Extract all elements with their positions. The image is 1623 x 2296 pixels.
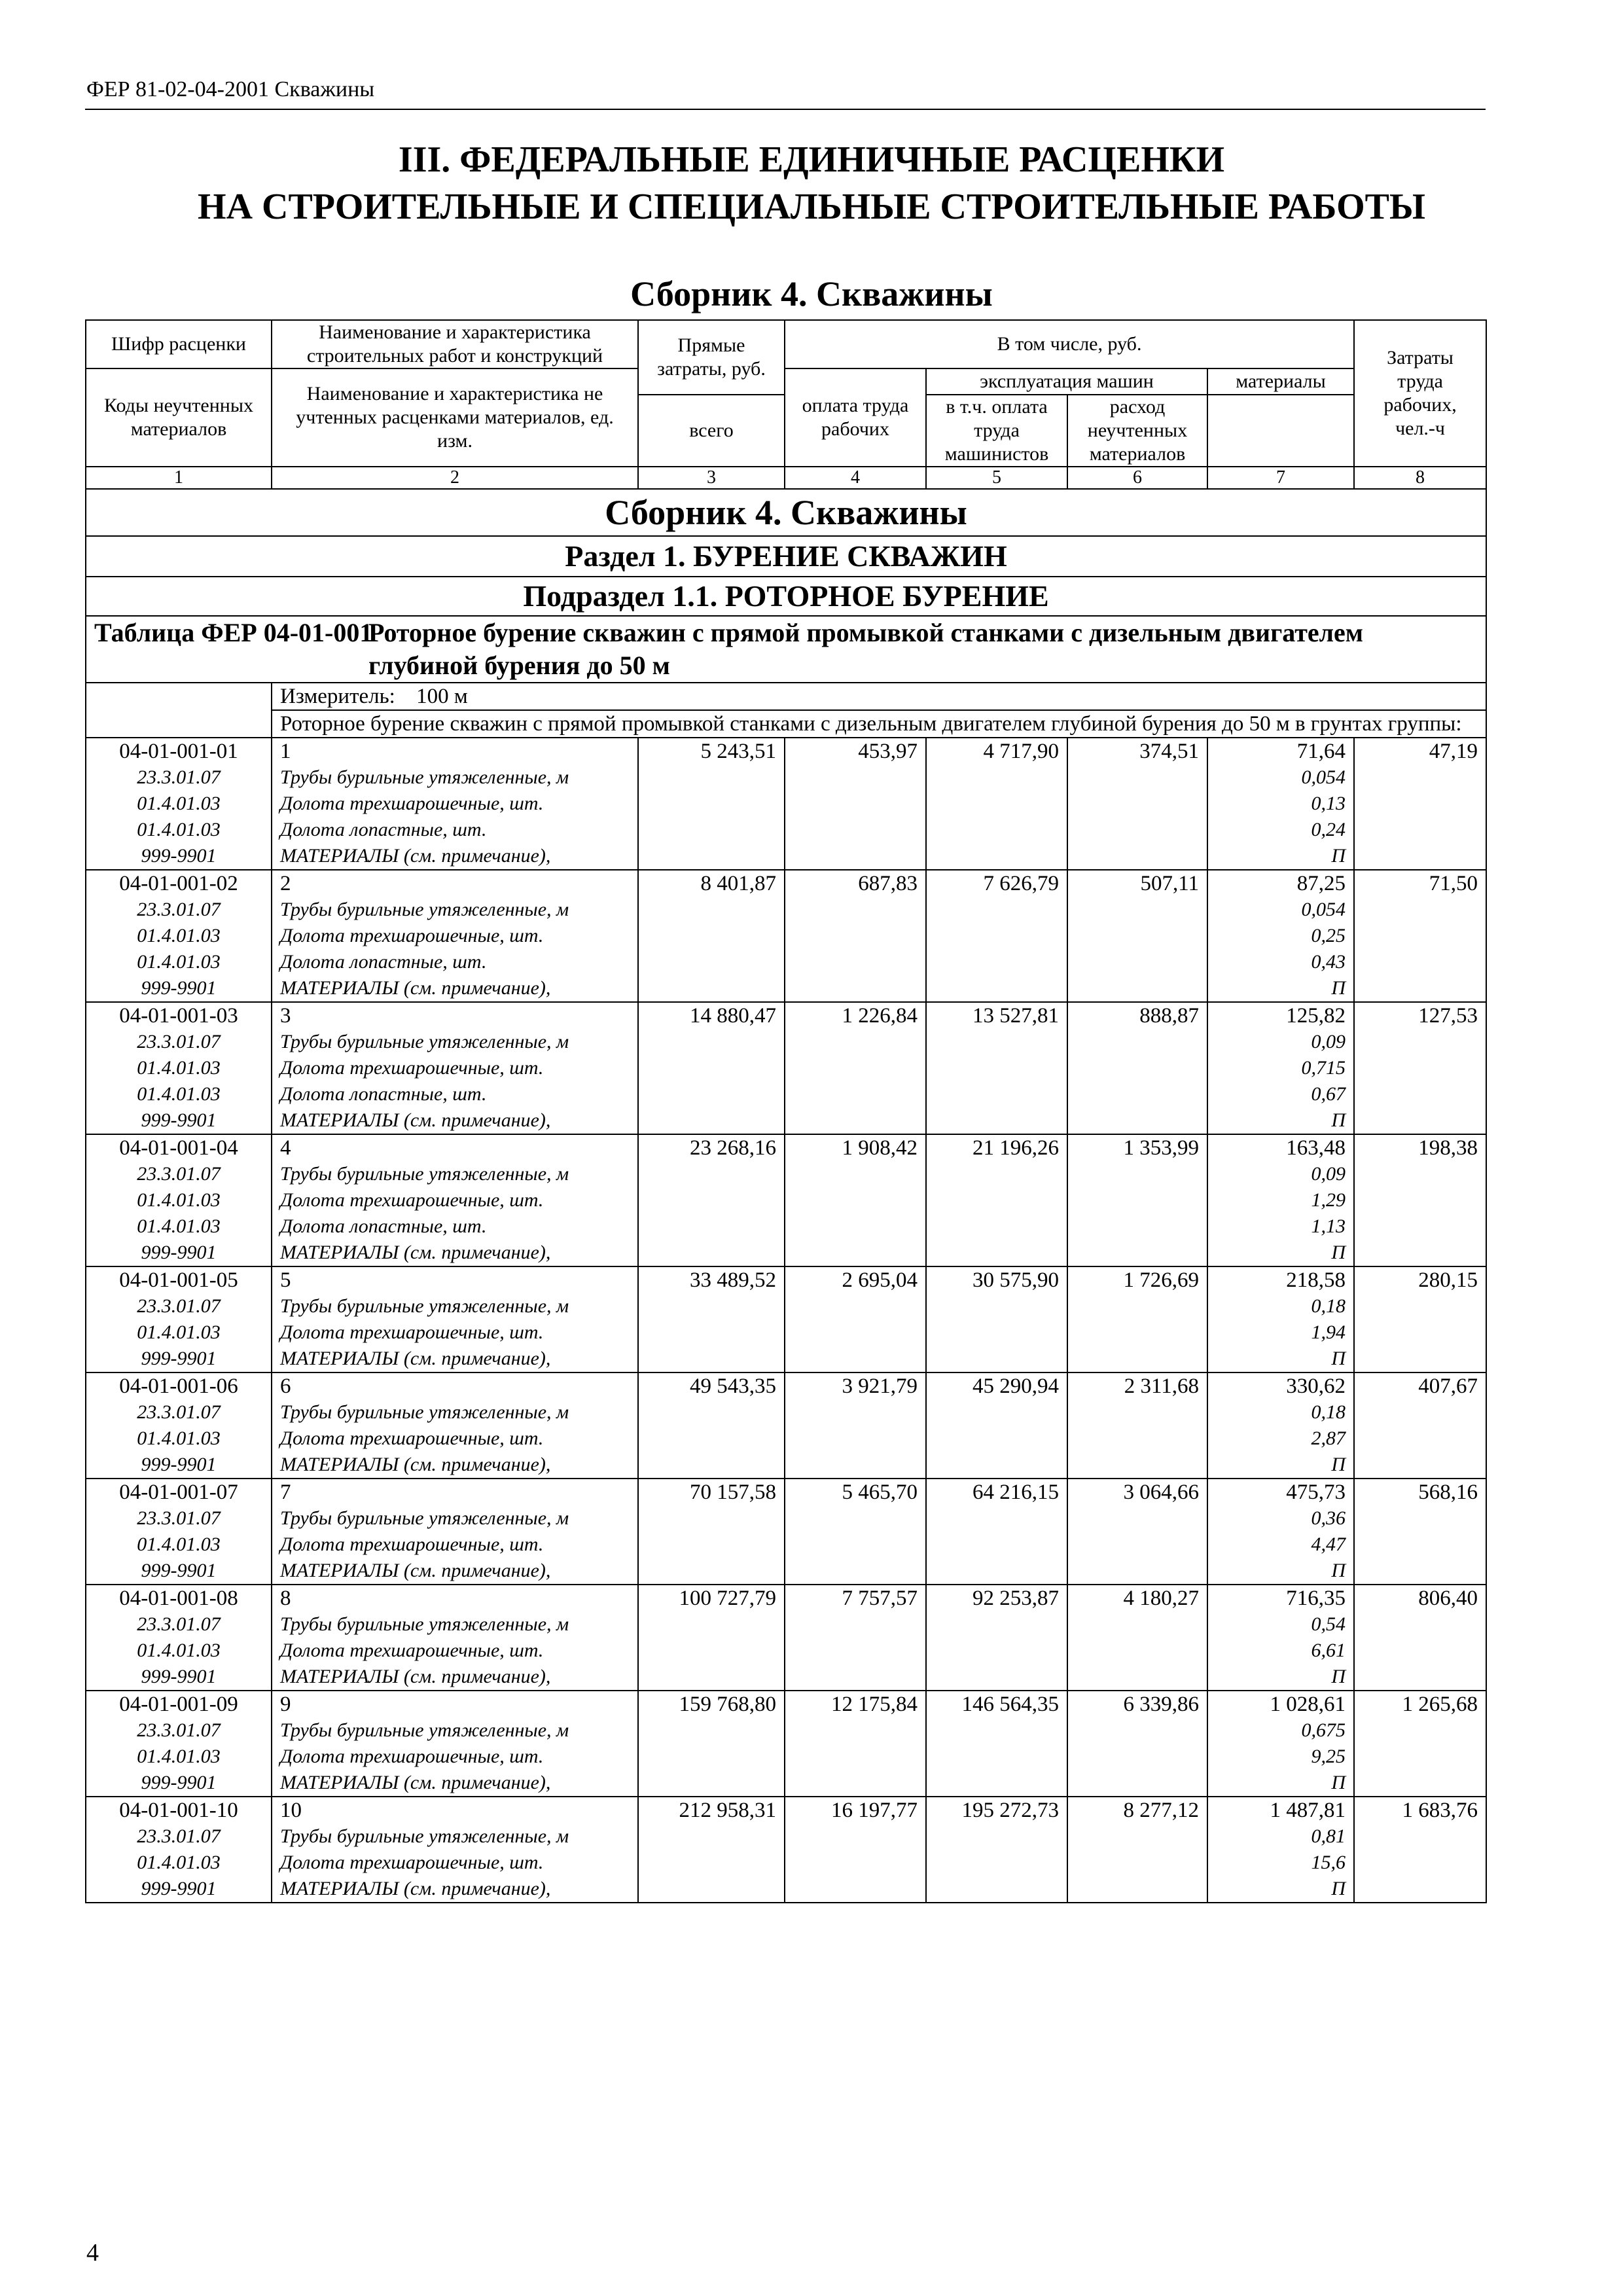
direct-cost: 49 543,35 — [638, 1372, 785, 1479]
material-name: Долота трехшарошечные, шт. — [280, 793, 544, 814]
material-code: 999-9901 — [141, 1454, 217, 1475]
material-qty: 0,24 — [1311, 819, 1346, 840]
rate-name-cell — [272, 1134, 638, 1266]
material-code: 01.4.01.03 — [137, 951, 221, 973]
rate-name-cell — [272, 738, 638, 870]
group-number: 3 — [280, 1004, 291, 1028]
materials-cell — [1207, 1266, 1354, 1372]
material-code: 23.3.01.07 — [137, 1295, 221, 1317]
machine-cost: 146 564,35 — [926, 1691, 1067, 1797]
material-code: 01.4.01.03 — [137, 1852, 221, 1873]
page-number: 4 — [86, 2239, 99, 2267]
labor-cost: 1 226,84 — [785, 1002, 926, 1134]
material-qty: 6,61 — [1311, 1640, 1346, 1661]
material-name: Долота трехшарошечные, шт. — [280, 1057, 544, 1079]
material-code: 23.3.01.07 — [137, 899, 221, 920]
group-number: 8 — [280, 1587, 291, 1610]
material-qty: П — [1331, 1454, 1346, 1475]
header-col5: всего — [638, 395, 785, 467]
material-code: 999-9901 — [141, 1242, 217, 1263]
labor-cost: 2 695,04 — [785, 1266, 926, 1372]
material-name: МАТЕРИАЛЫ (см. примечание), — [280, 1348, 551, 1369]
materials-cell — [1207, 1372, 1354, 1479]
material-qty: П — [1331, 845, 1346, 867]
header-materials: материалы — [1207, 368, 1354, 395]
header-col6: в т.ч. оплата труда машинистов — [926, 395, 1067, 467]
rate-rows — [86, 738, 1486, 1903]
material-qty: 0,18 — [1311, 1295, 1346, 1317]
material-code: 23.3.01.07 — [137, 1613, 221, 1635]
column-number: 8 — [1354, 467, 1486, 489]
material-code: 23.3.01.07 — [137, 1825, 221, 1847]
material-qty: П — [1331, 1878, 1346, 1899]
labor-cost: 5 465,70 — [785, 1479, 926, 1585]
machine-cost: 64 216,15 — [926, 1479, 1067, 1585]
table-title: Роторное бурение скважин с прямой промывкой станками с дизельным двигателем глубиной бурения до 50 м — [638, 616, 1486, 683]
material-code: 23.3.01.07 — [137, 1031, 221, 1052]
materials-cost: 716,35 — [1286, 1587, 1346, 1610]
rate-name-cell — [272, 1691, 638, 1797]
material-name: МАТЕРИАЛЫ (см. примечание), — [280, 1242, 551, 1263]
table-row — [86, 1002, 1486, 1134]
material-name: Долота трехшарошечные, шт. — [280, 1534, 544, 1555]
material-code: 999-9901 — [141, 1109, 217, 1131]
meter-label: Измеритель: — [280, 685, 395, 708]
material-qty: 0,81 — [1311, 1825, 1346, 1847]
material-code: 01.4.01.03 — [137, 1427, 221, 1449]
direct-cost: 159 768,80 — [638, 1691, 785, 1797]
header-col3: Прямые затраты, руб. — [638, 320, 785, 395]
rate-code: 04-01-001-08 — [119, 1587, 238, 1610]
material-name: Долота трехшарошечные, шт. — [280, 1427, 544, 1449]
rates-table — [85, 319, 1487, 1903]
material-code: 23.3.01.07 — [137, 1507, 221, 1529]
machinist-labor-cost: 507,11 — [1067, 870, 1207, 1002]
header-col1-bottom: Коды неучтенных материалов — [86, 368, 272, 467]
material-name: МАТЕРИАЛЫ (см. примечание), — [280, 1454, 551, 1475]
material-qty: 1,13 — [1311, 1215, 1346, 1237]
material-name: Долота трехшарошечные, шт. — [280, 1189, 544, 1211]
material-name: Долота трехшарошечные, шт. — [280, 1746, 544, 1767]
machine-cost: 45 290,94 — [926, 1372, 1067, 1479]
direct-cost: 100 727,79 — [638, 1585, 785, 1691]
rate-name-cell — [272, 870, 638, 1002]
rate-code: 04-01-001-02 — [119, 872, 238, 895]
labor-cost: 3 921,79 — [785, 1372, 926, 1479]
group-number: 1 — [280, 740, 291, 763]
material-name: Трубы бурильные утяжеленные, м — [280, 1401, 569, 1423]
material-name: Трубы бурильные утяжеленные, м — [280, 899, 569, 920]
rate-code-cell — [86, 1266, 272, 1372]
machinist-labor-cost: 2 311,68 — [1067, 1372, 1207, 1479]
material-qty: 0,054 — [1301, 899, 1346, 920]
material-name: МАТЕРИАЛЫ (см. примечание), — [280, 1878, 551, 1899]
table-row — [86, 870, 1486, 1002]
material-code: 23.3.01.07 — [137, 766, 221, 788]
direct-cost: 14 880,47 — [638, 1002, 785, 1134]
material-code: 23.3.01.07 — [137, 1401, 221, 1423]
materials-cell — [1207, 1479, 1354, 1585]
machine-cost: 21 196,26 — [926, 1134, 1067, 1266]
material-code: 01.4.01.03 — [137, 1746, 221, 1767]
rate-code-cell — [86, 1479, 272, 1585]
table-row — [86, 1266, 1486, 1372]
material-qty: 1,94 — [1311, 1321, 1346, 1343]
labor-hours: 127,53 — [1354, 1002, 1486, 1134]
labor-hours: 198,38 — [1354, 1134, 1486, 1266]
banners — [86, 489, 1486, 616]
table-row — [86, 738, 1486, 870]
collection-title: Сборник 4. Скважины — [630, 274, 993, 314]
materials-cost: 87,25 — [1296, 872, 1346, 895]
header-machines: эксплуатация машин — [926, 368, 1207, 395]
material-code: 999-9901 — [141, 977, 217, 999]
material-name: Трубы бурильные утяжеленные, м — [280, 1719, 569, 1741]
machinist-labor-cost: 6 339,86 — [1067, 1691, 1207, 1797]
machinist-labor-cost: 8 277,12 — [1067, 1797, 1207, 1903]
group-number: 4 — [280, 1136, 291, 1160]
labor-hours: 47,19 — [1354, 738, 1486, 870]
group-number: 6 — [280, 1374, 291, 1398]
rate-code: 04-01-001-01 — [119, 740, 238, 763]
machine-cost: 13 527,81 — [926, 1002, 1067, 1134]
group-text: Роторное бурение скважин с прямой промывкой станками с дизельным двигателем глубиной бурения до 50 м в грунтах группы: — [272, 710, 1486, 738]
labor-hours: 568,16 — [1354, 1479, 1486, 1585]
rate-name-cell — [272, 1585, 638, 1691]
column-number: 1 — [86, 467, 272, 489]
group-number: 10 — [280, 1799, 302, 1822]
material-name: Долота лопастные, шт. — [280, 1215, 487, 1237]
page-title-line2: НА СТРОИТЕЛЬНЫЕ И СПЕЦИАЛЬНЫЕ СТРОИТЕЛЬНЫЕ РАБОТЫ — [198, 187, 1425, 227]
rate-name-cell — [272, 1479, 638, 1585]
direct-cost: 8 401,87 — [638, 870, 785, 1002]
material-name: Трубы бурильные утяжеленные, м — [280, 1031, 569, 1052]
labor-cost: 1 908,42 — [785, 1134, 926, 1266]
labor-cost: 16 197,77 — [785, 1797, 926, 1903]
material-qty: 4,47 — [1311, 1534, 1346, 1555]
material-code: 01.4.01.03 — [137, 1083, 221, 1105]
materials-cost: 475,73 — [1286, 1480, 1346, 1504]
material-name: Долота лопастные, шт. — [280, 1083, 487, 1105]
machine-cost: 7 626,79 — [926, 870, 1067, 1002]
material-name: Долота трехшарошечные, шт. — [280, 1321, 544, 1343]
material-qty: 0,675 — [1301, 1719, 1346, 1741]
machine-cost: 195 272,73 — [926, 1797, 1067, 1903]
direct-cost: 5 243,51 — [638, 738, 785, 870]
material-code: 01.4.01.03 — [137, 1189, 221, 1211]
direct-cost: 70 157,58 — [638, 1479, 785, 1585]
material-name: МАТЕРИАЛЫ (см. примечание), — [280, 1560, 551, 1581]
material-code: 01.4.01.03 — [137, 1640, 221, 1661]
material-name: Долота трехшарошечные, шт. — [280, 1852, 544, 1873]
material-qty: 9,25 — [1311, 1746, 1346, 1767]
materials-cell — [1207, 1002, 1354, 1134]
labor-hours: 1 265,68 — [1354, 1691, 1486, 1797]
rate-name-cell — [272, 1797, 638, 1903]
material-code: 999-9901 — [141, 1878, 217, 1899]
material-name: Долота трехшарошечные, шт. — [280, 925, 544, 946]
header-rule — [85, 109, 1486, 110]
table-row — [86, 1585, 1486, 1691]
labor-cost: 687,83 — [785, 870, 926, 1002]
page-title-line1: III. ФЕДЕРАЛЬНЫЕ ЕДИНИЧНЫЕ РАСЦЕНКИ — [398, 139, 1225, 180]
labor-hours: 280,15 — [1354, 1266, 1486, 1372]
table-row — [86, 1134, 1486, 1266]
materials-cost: 1 487,81 — [1270, 1799, 1346, 1822]
materials-cell — [1207, 1797, 1354, 1903]
header-col2-bottom: Наименование и характеристика не учтенных расценками материалов, ед. изм. — [272, 368, 638, 467]
materials-cost: 71,64 — [1296, 740, 1346, 763]
machinist-labor-cost: 4 180,27 — [1067, 1585, 1207, 1691]
rate-code-cell — [86, 1134, 272, 1266]
meter-value: 100 м — [416, 685, 468, 708]
rate-name-cell — [272, 1002, 638, 1134]
rate-code: 04-01-001-07 — [119, 1480, 238, 1504]
material-qty: П — [1331, 1348, 1346, 1369]
material-code: 999-9901 — [141, 845, 217, 867]
material-name: МАТЕРИАЛЫ (см. примечание), — [280, 845, 551, 867]
labor-hours: 71,50 — [1354, 870, 1486, 1002]
materials-cell — [1207, 1691, 1354, 1797]
material-code: 999-9901 — [141, 1772, 217, 1793]
material-name: Трубы бурильные утяжеленные, м — [280, 1613, 569, 1635]
group-number: 9 — [280, 1693, 291, 1716]
meter — [272, 683, 1486, 710]
table-row — [86, 1797, 1486, 1903]
rate-code-cell — [86, 738, 272, 870]
machinist-labor-cost: 1 726,69 — [1067, 1266, 1207, 1372]
rate-code: 04-01-001-06 — [119, 1374, 238, 1398]
machinist-labor-cost: 3 064,66 — [1067, 1479, 1207, 1585]
material-name: МАТЕРИАЛЫ (см. примечание), — [280, 1666, 551, 1687]
material-name: Долота лопастные, шт. — [280, 819, 487, 840]
material-code: 01.4.01.03 — [137, 925, 221, 946]
machinist-labor-cost: 888,87 — [1067, 1002, 1207, 1134]
rate-code: 04-01-001-09 — [119, 1693, 238, 1716]
direct-cost: 212 958,31 — [638, 1797, 785, 1903]
material-qty: 15,6 — [1311, 1852, 1346, 1873]
group-number: 2 — [280, 872, 291, 895]
material-code: 999-9901 — [141, 1348, 217, 1369]
header-col4: оплата труда рабочих — [785, 368, 926, 467]
material-name: Долота трехшарошечные, шт. — [280, 1640, 544, 1661]
banner-collection: Сборник 4. Скважины — [86, 489, 1486, 536]
column-number: 2 — [272, 467, 638, 489]
material-code: 01.4.01.03 — [137, 1321, 221, 1343]
material-name: Трубы бурильные утяжеленные, м — [280, 1295, 569, 1317]
material-qty: 0,67 — [1311, 1083, 1346, 1105]
material-name: Трубы бурильные утяжеленные, м — [280, 1825, 569, 1847]
materials-cost: 330,62 — [1286, 1374, 1346, 1398]
rate-code: 04-01-001-04 — [119, 1136, 238, 1160]
machine-cost: 30 575,90 — [926, 1266, 1067, 1372]
materials-cell — [1207, 870, 1354, 1002]
material-qty: П — [1331, 1560, 1346, 1581]
rate-name-cell — [272, 1372, 638, 1479]
table-header — [86, 320, 1486, 489]
materials-cost: 125,82 — [1286, 1004, 1346, 1028]
material-qty: 2,87 — [1311, 1427, 1346, 1449]
material-qty: П — [1331, 1242, 1346, 1263]
material-name: Трубы бурильные утяжеленные, м — [280, 766, 569, 788]
machine-cost: 92 253,87 — [926, 1585, 1067, 1691]
table-code: Таблица ФЕР 04-01-001 — [86, 616, 638, 683]
material-code: 23.3.01.07 — [137, 1163, 221, 1185]
material-code: 01.4.01.03 — [137, 1215, 221, 1237]
rate-name-cell — [272, 1266, 638, 1372]
material-code: 999-9901 — [141, 1666, 217, 1687]
material-code: 01.4.01.03 — [137, 793, 221, 814]
rate-code-cell — [86, 1002, 272, 1134]
table-intro — [86, 616, 1486, 738]
material-qty: 0,54 — [1311, 1613, 1346, 1635]
header-col2-top: Наименование и характеристика строительных работ и конструкций — [272, 320, 638, 368]
column-number: 7 — [1207, 467, 1354, 489]
table-row — [86, 1691, 1486, 1797]
materials-cost: 218,58 — [1286, 1268, 1346, 1292]
materials-cell — [1207, 1585, 1354, 1691]
material-qty: П — [1331, 1109, 1346, 1131]
material-qty: 0,43 — [1311, 951, 1346, 973]
material-qty: П — [1331, 977, 1346, 999]
material-qty: П — [1331, 1666, 1346, 1687]
rate-code: 04-01-001-10 — [119, 1799, 238, 1822]
material-code: 01.4.01.03 — [137, 819, 221, 840]
material-name: Трубы бурильные утяжеленные, м — [280, 1163, 569, 1185]
labor-hours: 806,40 — [1354, 1585, 1486, 1691]
material-qty: 0,36 — [1311, 1507, 1346, 1529]
rate-code-cell — [86, 1797, 272, 1903]
group-number: 7 — [280, 1480, 291, 1504]
material-qty: 0,715 — [1301, 1057, 1346, 1079]
rate-code-cell — [86, 1691, 272, 1797]
material-name: МАТЕРИАЛЫ (см. примечание), — [280, 977, 551, 999]
labor-cost: 7 757,57 — [785, 1585, 926, 1691]
header-col7: расход неучтенных материалов — [1067, 395, 1207, 467]
materials-cost: 163,48 — [1286, 1136, 1346, 1160]
material-qty: 0,09 — [1311, 1163, 1346, 1185]
material-name: МАТЕРИАЛЫ (см. примечание), — [280, 1772, 551, 1793]
material-qty: 0,25 — [1311, 925, 1346, 946]
column-number: 3 — [638, 467, 785, 489]
column-number: 6 — [1067, 467, 1207, 489]
banner-subsection: Подраздел 1.1. РОТОРНОЕ БУРЕНИЕ — [86, 577, 1486, 616]
labor-hours: 1 683,76 — [1354, 1797, 1486, 1903]
materials-cell — [1207, 1134, 1354, 1266]
banner-section: Раздел 1. БУРЕНИЕ СКВАЖИН — [86, 536, 1486, 577]
labor-cost: 12 175,84 — [785, 1691, 926, 1797]
material-code: 23.3.01.07 — [137, 1719, 221, 1741]
material-name: Трубы бурильные утяжеленные, м — [280, 1507, 569, 1529]
header-col1-top: Шифр расценки — [86, 320, 272, 368]
material-code: 01.4.01.03 — [137, 1057, 221, 1079]
machine-cost: 4 717,90 — [926, 738, 1067, 870]
material-qty: 1,29 — [1311, 1189, 1346, 1211]
group-number: 5 — [280, 1268, 291, 1292]
material-code: 999-9901 — [141, 1560, 217, 1581]
rate-code-cell — [86, 870, 272, 1002]
rate-code: 04-01-001-03 — [119, 1004, 238, 1028]
material-qty: 0,13 — [1311, 793, 1346, 814]
direct-cost: 23 268,16 — [638, 1134, 785, 1266]
table-row — [86, 1372, 1486, 1479]
materials-cell — [1207, 738, 1354, 870]
running-header: ФЕР 81-02-04-2001 Скважины — [86, 77, 375, 101]
machinist-labor-cost: 1 353,99 — [1067, 1134, 1207, 1266]
material-name: МАТЕРИАЛЫ (см. примечание), — [280, 1109, 551, 1131]
material-code: 01.4.01.03 — [137, 1534, 221, 1555]
header-col8: Затраты труда рабочих, чел.-ч — [1354, 320, 1486, 467]
labor-hours: 407,67 — [1354, 1372, 1486, 1479]
rate-code: 04-01-001-05 — [119, 1268, 238, 1292]
column-number: 5 — [926, 467, 1067, 489]
materials-cost: 1 028,61 — [1270, 1693, 1346, 1716]
material-qty: П — [1331, 1772, 1346, 1793]
rate-code-cell — [86, 1585, 272, 1691]
material-qty: 0,18 — [1311, 1401, 1346, 1423]
rate-code-cell — [86, 1372, 272, 1479]
material-qty: 0,054 — [1301, 766, 1346, 788]
table-row — [86, 1479, 1486, 1585]
material-qty: 0,09 — [1311, 1031, 1346, 1052]
direct-cost: 33 489,52 — [638, 1266, 785, 1372]
labor-cost: 453,97 — [785, 738, 926, 870]
machinist-labor-cost: 374,51 — [1067, 738, 1207, 870]
material-name: Долота лопастные, шт. — [280, 951, 487, 973]
column-number: 4 — [785, 467, 926, 489]
header-incl: В том числе, руб. — [785, 320, 1354, 368]
